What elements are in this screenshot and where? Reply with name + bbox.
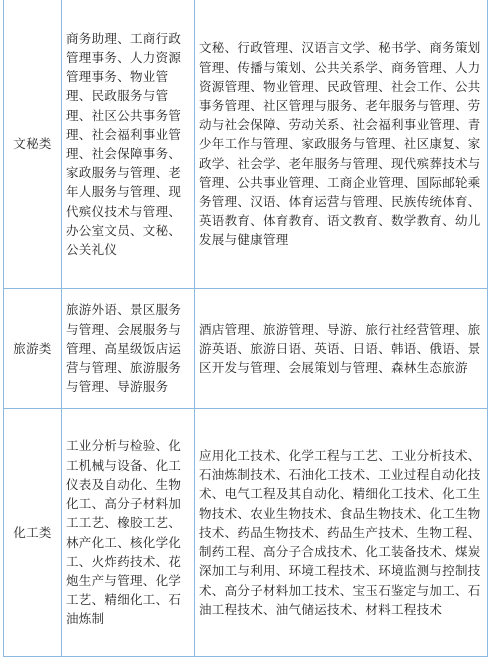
secondary-majors-cell: 工业分析与检验、化工机械与设备、化工仪表及自动化、生物化工、高分子材料加工工艺、橡胶工艺、林产化工、核化学化工、火炸药技术、花炮生产与管理、化学工艺、精细化工、石油炼制 <box>62 409 195 657</box>
table-row <box>4 0 488 289</box>
secondary-majors-cell: 旅游外语、景区服务与管理、会展服务与管理、高星级饭店运营与管理、旅游服务与管理、导游服务 <box>62 289 195 409</box>
table-row <box>4 409 488 657</box>
higher-majors-cell: 酒店管理、旅游管理、导游、旅行社经营管理、旅游英语、旅游日语、英语、日语、韩语、俄语、景区开发与管理、会展策划与管理、森林生态旅游 <box>195 289 488 409</box>
category-cell: 文秘类 <box>4 0 62 289</box>
higher-majors-cell: 应用化工技术、化学工程与工艺、工业分析技术、石油炼制技术、石油化工技术、工业过程自动化技术、电气工程及其自动化、精细化工技术、化工生物技术、农业生物技术、食品生物技术、化工生物技术、药品生物技术、药品生产技术、生物工程、制药工程、高分子合成技术、化工装备技术、煤炭深加工与利用、环境工程技术、环境监测与控制技术、高分子材料加工技术、宝玉石鉴定与加工、石油工程技术、油气储运技术、材料工程技术 <box>195 409 488 657</box>
major-correspondence-table <box>3 0 488 657</box>
category-cell: 旅游类 <box>4 289 62 409</box>
higher-majors-cell: 文秘、行政管理、汉语言文学、秘书学、商务策划管理、传播与策划、公共关系学、商务管理、人力资源管理、物业管理、民政管理、社会工作、公共事务管理、社区管理与服务、老年服务与管理、劳动与社会保障、劳动关系、社会福利事业管理、青少年工作与管理、家政服务与管理、社区康复、家政学、社会学、老年服务与管理、现代殡葬技术与管理、公共事业管理、工商企业管理、国际邮轮乘务管理、汉语、体育运营与管理、民族传统体育、英语教育、体育教育、语文教育、数学教育、幼儿发展与健康管理 <box>195 0 488 289</box>
table-row <box>4 289 488 409</box>
category-cell: 化工类 <box>4 409 62 657</box>
secondary-majors-cell: 商务助理、工商行政管理事务、人力资源管理事务、物业管理、民政服务与管理、社区公共事务管理、社会福利事业管理、社会保障事务、家政服务与管理、老年人服务与管理、现代殡仪技术与管理、办公室文员、文秘、公关礼仪 <box>62 0 195 289</box>
